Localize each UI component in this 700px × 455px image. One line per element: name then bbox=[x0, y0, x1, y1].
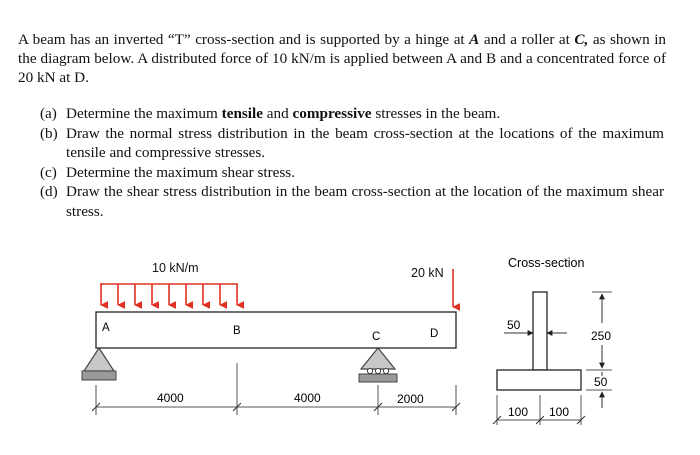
part-text: Determine the maximum shear stress. bbox=[66, 163, 296, 181]
part-text: Draw the shear stress distribution in the beam cross-section at the location of the maximum shear stress. bbox=[66, 183, 664, 220]
cross-section bbox=[493, 256, 612, 425]
part-a-tensile: tensile bbox=[221, 105, 263, 122]
tee-web bbox=[533, 292, 547, 370]
dim-cd: 2000 bbox=[397, 392, 424, 406]
point-label-b: B bbox=[233, 325, 241, 337]
part-b bbox=[40, 124, 664, 163]
part-label: (c) bbox=[40, 163, 57, 181]
distributed-load bbox=[100, 261, 238, 305]
point-label-d: D bbox=[430, 328, 439, 340]
point-label-c: C bbox=[372, 331, 381, 343]
flange-half-left-label: 100 bbox=[508, 405, 529, 419]
flange-thickness-label: 50 bbox=[594, 375, 608, 389]
distributed-load-label: 10 kN/m bbox=[152, 261, 199, 275]
part-a bbox=[40, 104, 664, 124]
part-a-post: stresses in the beam. bbox=[371, 105, 501, 122]
problem-intro bbox=[18, 30, 666, 87]
part-a-compressive: compressive bbox=[292, 105, 372, 122]
hinge-support-a bbox=[82, 348, 116, 380]
cross-section-title: Cross-section bbox=[508, 256, 585, 270]
intro-part1: A beam has an inverted “T” cross-section and is supported by a hinge at bbox=[18, 31, 470, 48]
part-a-pre: Determine the maximum bbox=[66, 105, 222, 122]
point-label-a: A bbox=[102, 322, 110, 334]
part-label: (d) bbox=[40, 183, 58, 200]
web-thickness-label: 50 bbox=[507, 318, 521, 332]
dimension-line bbox=[92, 363, 460, 415]
point-a-ref: A bbox=[469, 31, 480, 48]
part-text: Draw the normal stress distribution in the beam cross-section at the locations of the maximum tensile and compressive stresses. bbox=[66, 124, 664, 161]
dim-bc: 4000 bbox=[294, 391, 321, 405]
question-parts bbox=[40, 104, 664, 221]
intro-part2: and a roller at bbox=[479, 31, 575, 48]
web-height-label: 250 bbox=[591, 329, 612, 343]
point-c-ref: C, bbox=[574, 31, 589, 48]
part-d bbox=[40, 182, 664, 221]
beam bbox=[96, 312, 456, 348]
dim-ab: 4000 bbox=[157, 391, 184, 405]
point-load-arrow bbox=[411, 266, 453, 307]
part-label: (b) bbox=[40, 124, 58, 142]
part-text bbox=[66, 104, 664, 124]
intro-part3: as shown in the diagram below. A distributed force of 10 kN/m is applied between A and B and a concentrated force of 20 kN at D. bbox=[18, 31, 667, 86]
roller-support-c bbox=[359, 348, 397, 382]
tee-flange bbox=[497, 370, 581, 390]
part-label: (a) bbox=[40, 105, 57, 122]
beam-diagram bbox=[0, 245, 700, 455]
flange-half-right-label: 100 bbox=[549, 405, 570, 419]
point-load-label: 20 kN bbox=[411, 266, 444, 280]
part-c bbox=[40, 163, 664, 183]
part-a-mid: and bbox=[262, 105, 293, 122]
